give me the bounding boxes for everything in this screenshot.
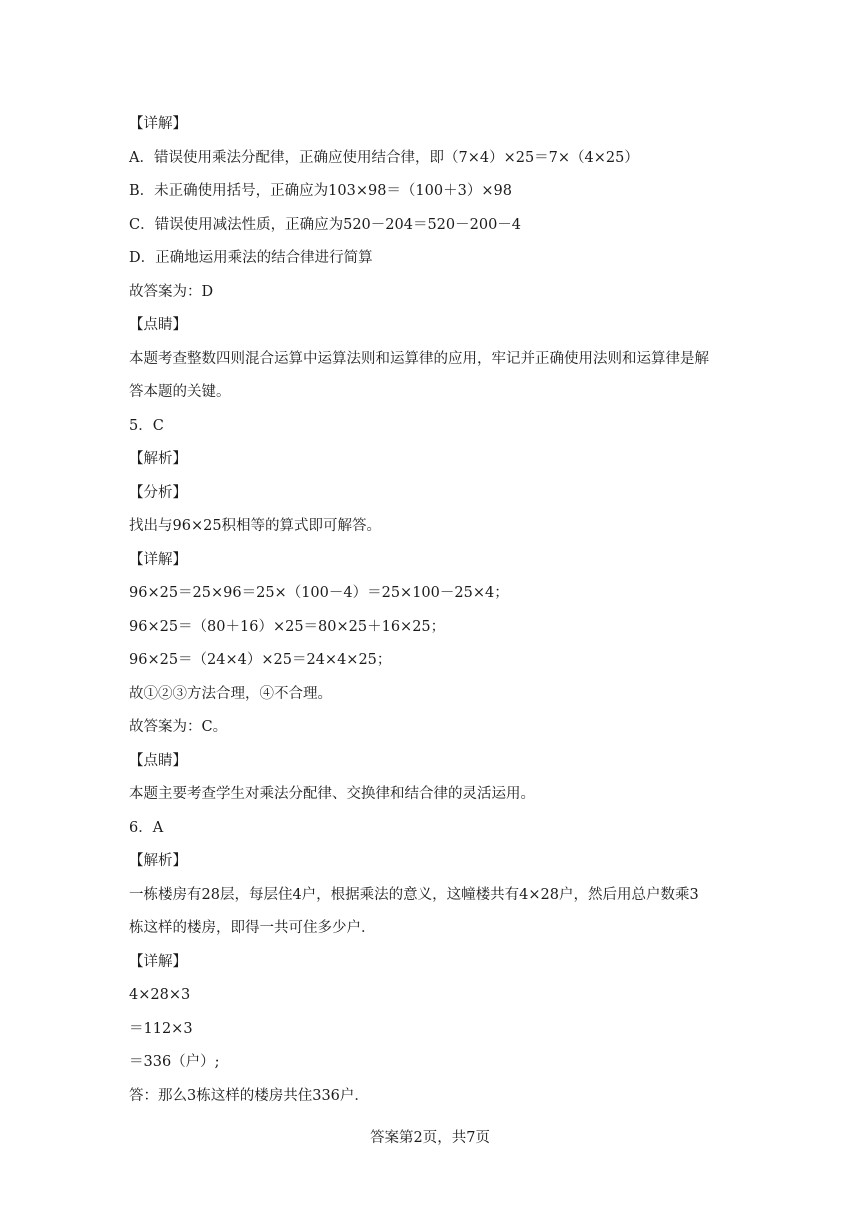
calculation-line: ＝112×3 — [129, 1020, 193, 1037]
calculation-line: 96×25＝（80＋16）×25＝80×25＋16×25； — [129, 618, 446, 635]
calculation-line: ＝336（户）; — [129, 1054, 220, 1070]
analysis-text: 一栋楼房有28层，每层住4户，根据乘法的意义，这幢楼共有4×28户，然后用总户数乘3 — [129, 886, 699, 903]
option-a-explanation: A．错误使用乘法分配律，正确应使用结合律，即（7×4）×25＝7×（4×25） — [129, 149, 639, 166]
option-c-explanation: C．错误使用减法性质，正确应为520－204＝520－200－4 — [129, 216, 522, 233]
analysis-text: 栋这样的楼房，即得一共可住多少户． — [129, 920, 376, 936]
section-heading-breakdown: 【分析】 — [129, 484, 187, 501]
section-heading-detail: 【详解】 — [129, 116, 187, 132]
comment-text-line: 本题主要考查学生对乘法分配律、交换律和结合律的灵活运用。 — [129, 786, 535, 802]
question-number-answer: 6．A — [129, 819, 164, 836]
section-heading-detail: 【详解】 — [129, 953, 187, 970]
comment-text-line: 答本题的关键。 — [129, 384, 231, 400]
final-answer-line: 答：那么3栋这样的楼房共住336户． — [129, 1087, 369, 1104]
answer-line: 故答案为：C。 — [129, 719, 228, 735]
comment-text-line: 本题考查整数四则混合运算中运算法则和运算律的应用，牢记并正确使用法则和运算律是解 — [129, 350, 709, 367]
section-heading-comment: 【点睛】 — [129, 752, 187, 769]
answer-line: 故答案为：D — [129, 283, 214, 300]
section-heading-analysis: 【解析】 — [129, 451, 187, 467]
option-b-explanation: B．未正确使用括号，正确应为103×98＝（100＋3）×98 — [129, 183, 512, 199]
conclusion-line: 故①②③方法合理，④不合理。 — [129, 685, 332, 702]
question-number-answer: 5．C — [129, 417, 164, 434]
calculation-line: 96×25＝25×96＝25×（100－4）＝25×100－25×4； — [129, 585, 509, 601]
answer-content — [129, 108, 749, 1113]
section-heading-detail: 【详解】 — [129, 551, 187, 568]
calculation-line: 4×28×3 — [129, 987, 191, 1003]
section-heading-analysis: 【解析】 — [129, 853, 187, 869]
page-footer: 答案第2页，共7页 — [370, 1130, 490, 1146]
analysis-text: 找出与96×25积相等的算式即可解答。 — [129, 518, 382, 534]
option-d-explanation: D．正确地运用乘法的结合律进行简算 — [129, 250, 373, 266]
calculation-line: 96×25＝（24×4）×25＝24×4×25； — [129, 652, 392, 668]
section-heading-comment: 【点睛】 — [129, 317, 187, 333]
